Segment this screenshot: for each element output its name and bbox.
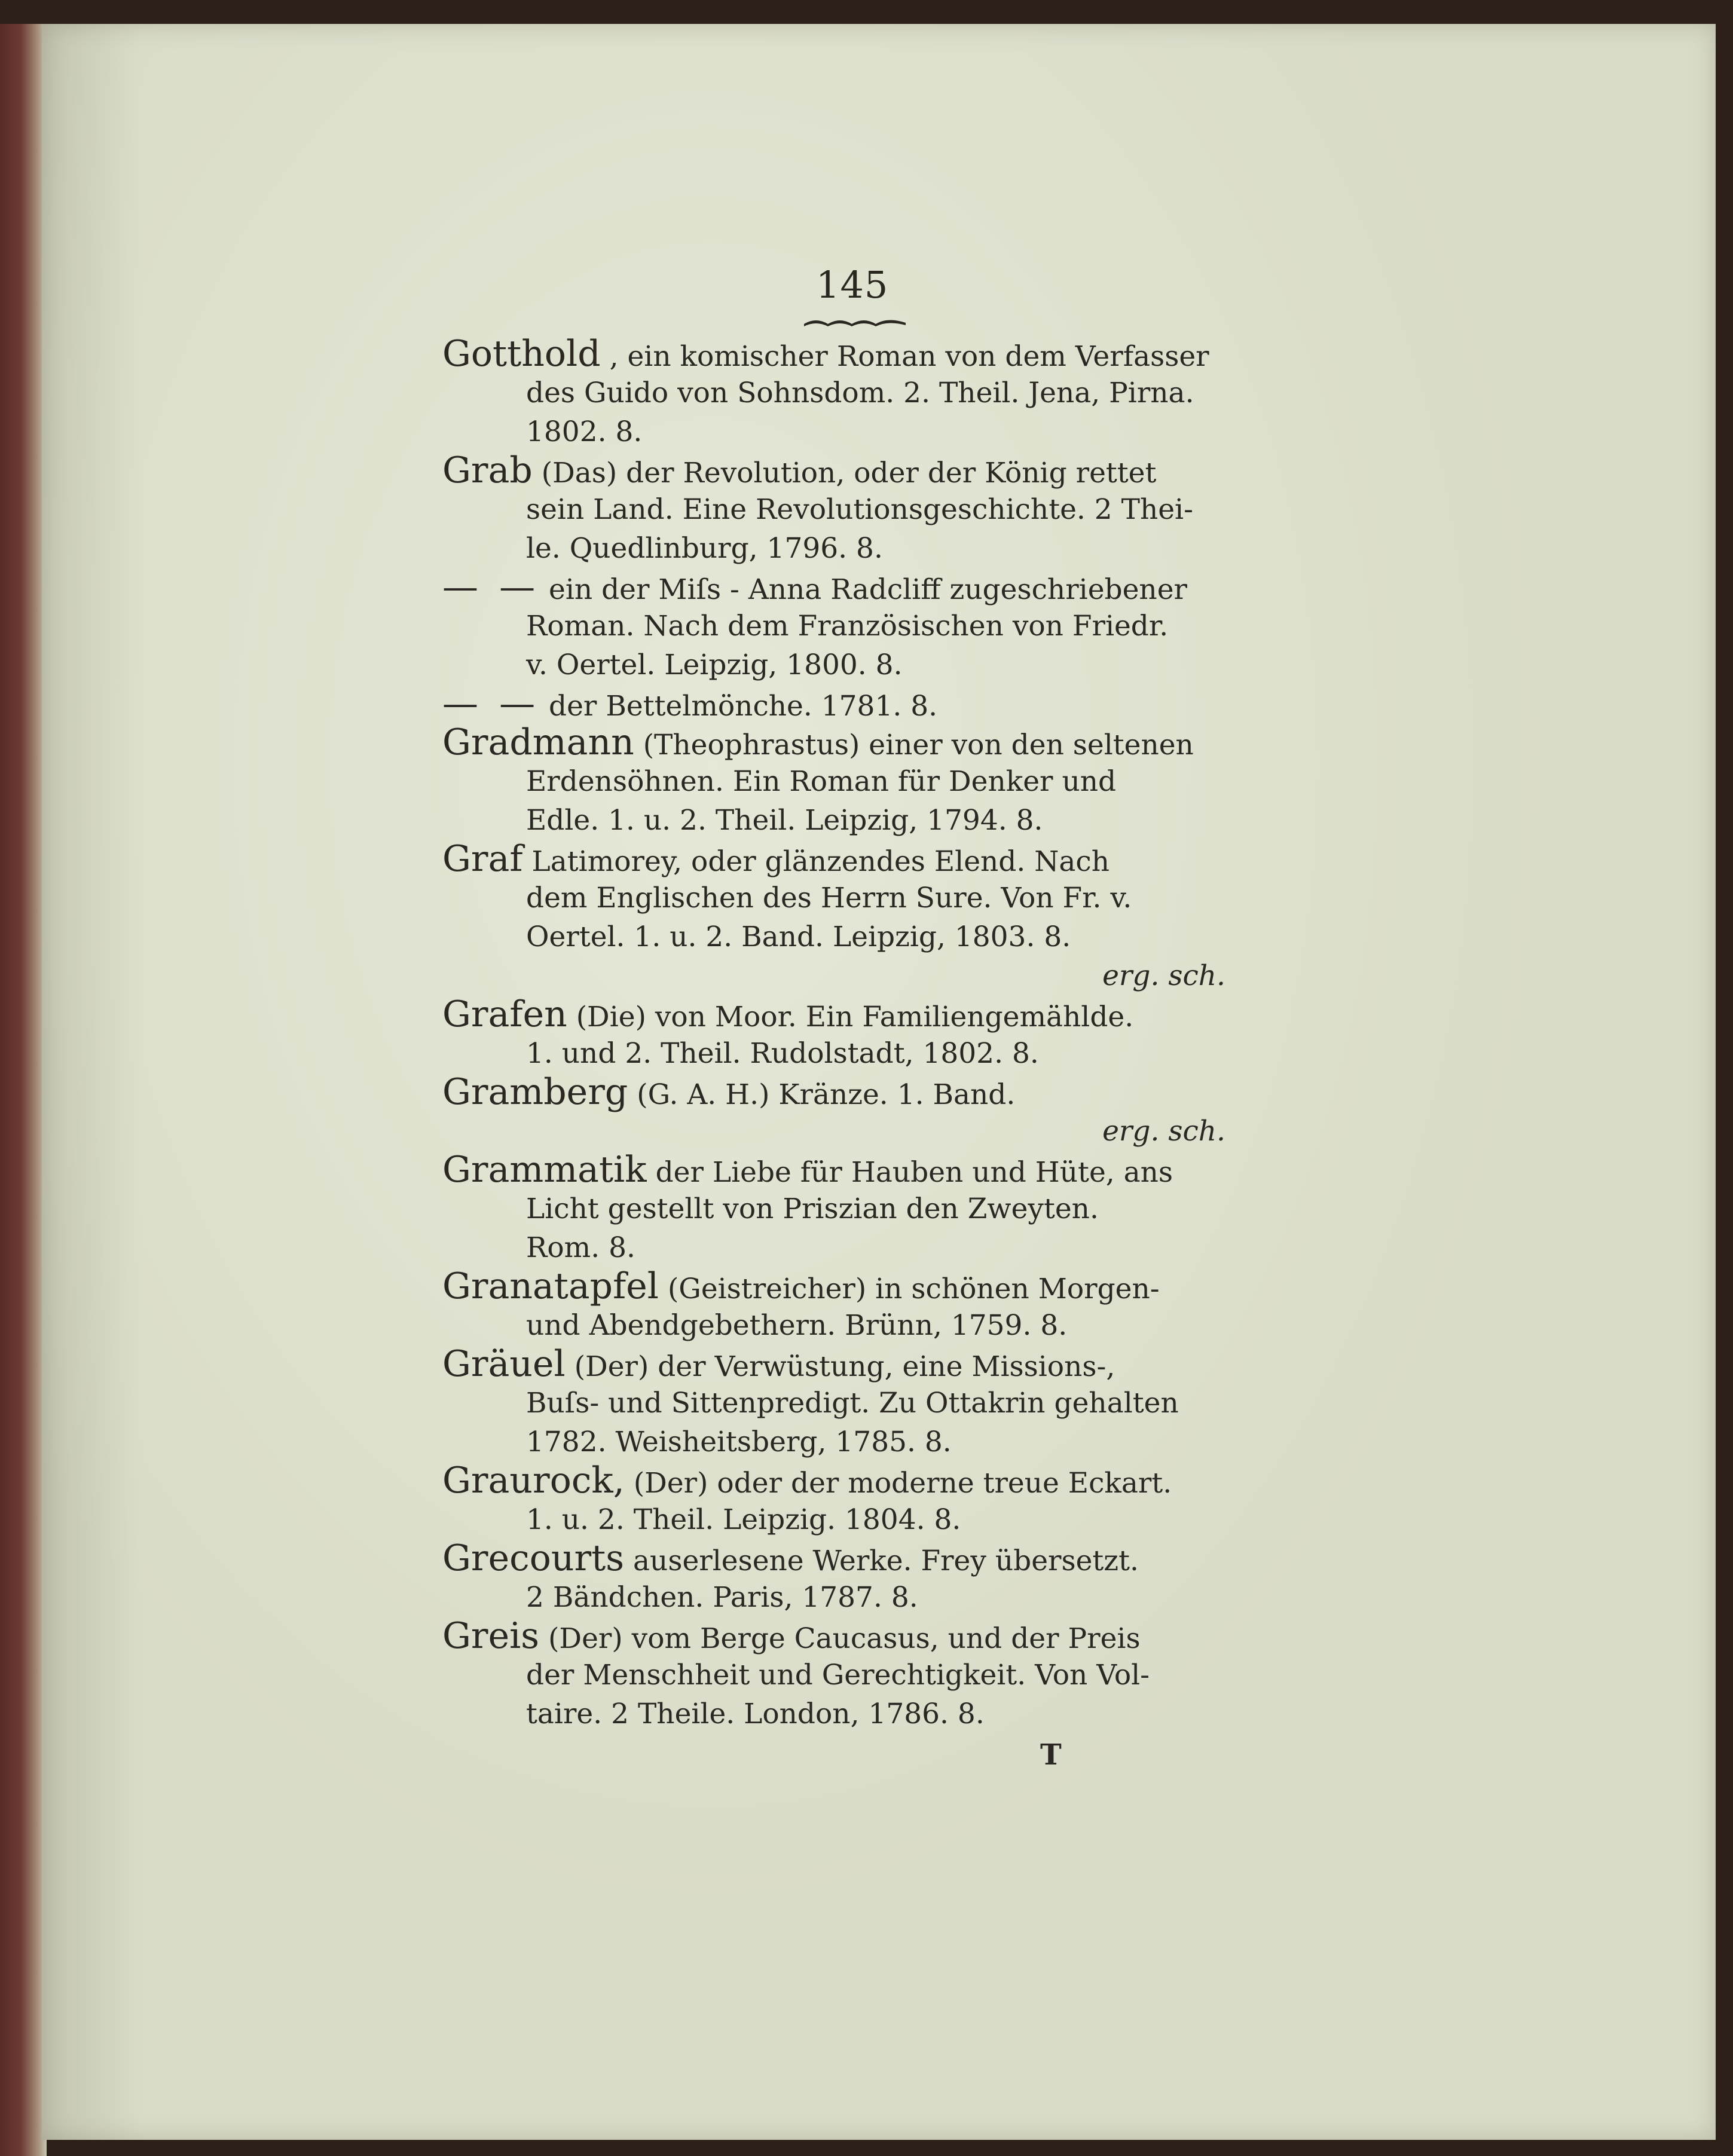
- entry-continuation-line: [442, 1034, 1231, 1073]
- catalog-entry: [442, 1267, 1231, 1345]
- entry-text: auserlesene Werke. Frey übersetzt.: [633, 1545, 1139, 1577]
- entry-first-line: [442, 1461, 1231, 1500]
- entry-text: Rom. 8.: [526, 1231, 635, 1264]
- entry-text: (Der) vom Berge Caucasus, und der Preis: [548, 1622, 1141, 1655]
- entry-text: des Guido von Sohnsdom. 2. Theil. Jena, Pirna.: [526, 377, 1194, 409]
- entry-text: taire. 2 Theile. London, 1786. 8.: [526, 1698, 985, 1730]
- entry-continuation-line: [442, 490, 1231, 529]
- entry-continuation-line: [442, 1656, 1231, 1695]
- catalog-entries: [442, 335, 1231, 1733]
- entry-continuation-line: [442, 879, 1231, 918]
- entry-text: der Menschheit und Gerechtigkeit. Von Vol-: [526, 1659, 1150, 1692]
- entry-continuation-line: [442, 1423, 1231, 1461]
- entry-headword: Gramberg: [442, 1071, 628, 1113]
- entry-text: sein Land. Eine Revolutionsgeschichte. 2 Thei-: [526, 493, 1193, 526]
- catalog-entry: [442, 1073, 1231, 1151]
- entry-text: (Der) oder der moderne treue Eckart.: [633, 1467, 1172, 1500]
- entry-first-line: [442, 1539, 1231, 1578]
- entry-note: erg. sch.: [1102, 959, 1225, 992]
- entry-continuation-line: [442, 1500, 1231, 1539]
- entry-continuation-line: [442, 412, 1231, 451]
- catalog-entry: [442, 723, 1231, 840]
- entry-first-line: [442, 995, 1231, 1034]
- entry-continuation-line: [442, 1695, 1231, 1733]
- entry-continuation-line: [442, 1578, 1231, 1617]
- entry-text: (Das) der Revolution, oder der König rettet: [541, 457, 1157, 490]
- catalog-entry: [442, 1345, 1231, 1461]
- entry-text: Erdensöhnen. Ein Roman für Denker und: [526, 765, 1117, 798]
- entry-text: (G. A. H.) Kränze. 1. Band.: [637, 1078, 1016, 1111]
- entry-text: (Die) von Moor. Ein Familiengemählde.: [576, 1001, 1134, 1033]
- entry-text: (Theophrastus) einer von den seltenen: [643, 729, 1194, 762]
- entry-continuation-line: [442, 374, 1231, 412]
- entry-first-line: [442, 723, 1231, 762]
- entry-continuation-line: [442, 1306, 1231, 1345]
- entry-text: Licht gestellt von Priszian den Zweyten.: [526, 1192, 1099, 1225]
- entry-continuation-line: [442, 1384, 1231, 1423]
- entry-text: Latimorey, oder glänzendes Elend. Nach: [531, 845, 1110, 878]
- entry-text: (Der) der Verwüstung, eine Missions-,: [574, 1350, 1115, 1383]
- entry-continuation-line: [442, 801, 1231, 840]
- entry-text: v. Oertel. Leipzig, 1800. 8.: [526, 649, 903, 681]
- entry-first-line: [442, 1267, 1231, 1306]
- entry-first-line: [442, 1073, 1231, 1112]
- entry-first-line: [442, 1617, 1231, 1656]
- entry-text: 1782. Weisheitsberg, 1785. 8.: [526, 1426, 952, 1458]
- entry-headword: Grab: [442, 449, 533, 491]
- catalog-entry: [442, 840, 1231, 995]
- entry-headword: Greis: [442, 1615, 540, 1657]
- entry-first-line: [442, 840, 1231, 879]
- entry-first-line: [442, 335, 1231, 374]
- entry-text: dem Englischen des Herrn Sure. Von Fr. v.: [526, 882, 1132, 915]
- entry-text: Buſs- und Sittenpredigt. Zu Ottakrin gehalten: [526, 1387, 1179, 1420]
- catalog-entry: [442, 451, 1231, 568]
- entry-headword: Gotthold: [442, 333, 601, 375]
- catalog-entry: [442, 1617, 1231, 1733]
- entry-first-line: [442, 451, 1231, 490]
- entry-continuation-line: [442, 1228, 1231, 1267]
- catalog-entry: [442, 995, 1231, 1073]
- entry-text: ein der Miſs - Anna Radcliff zugeschriebener: [549, 573, 1187, 606]
- entry-continuation-line: [442, 918, 1231, 956]
- entry-headword: Graurock,: [442, 1460, 625, 1501]
- entry-text: der Bettelmönche. 1781. 8.: [549, 690, 938, 723]
- entry-text: der Liebe für Hauben und Hüte, ans: [655, 1156, 1173, 1189]
- entry-text: 1. und 2. Theil. Rudolstadt, 1802. 8.: [526, 1037, 1039, 1070]
- entry-note: erg. sch.: [1102, 1115, 1225, 1148]
- book-binding: [0, 24, 47, 2156]
- entry-continuation-line: [442, 1189, 1231, 1228]
- entry-headword: — —: [442, 566, 540, 608]
- entry-text: und Abendgebethern. Brünn, 1759. 8.: [526, 1309, 1068, 1342]
- catalog-entry: [442, 568, 1231, 684]
- catalog-entry: [442, 1461, 1231, 1539]
- ornament-divider: [804, 316, 906, 329]
- page-number: 145: [816, 263, 889, 307]
- entry-continuation-line: [442, 762, 1231, 801]
- entry-first-line: [442, 684, 1231, 723]
- entry-first-line: [442, 568, 1231, 607]
- catalog-entry: [442, 684, 1231, 723]
- catalog-entry: [442, 335, 1231, 451]
- entry-headword: Graf: [442, 838, 523, 880]
- entry-text: le. Quedlinburg, 1796. 8.: [526, 532, 883, 565]
- entry-headword: — —: [442, 683, 540, 724]
- catalog-entry: [442, 1151, 1231, 1267]
- entry-first-line: [442, 1345, 1231, 1384]
- entry-text: 2 Bändchen. Paris, 1787. 8.: [526, 1581, 918, 1614]
- entry-text: Edle. 1. u. 2. Theil. Leipzig, 1794. 8.: [526, 804, 1043, 837]
- entry-first-line: [442, 1151, 1231, 1189]
- entry-headword: Gräuel: [442, 1343, 566, 1385]
- entry-text: 1. u. 2. Theil. Leipzig. 1804. 8.: [526, 1503, 961, 1536]
- entry-text: , ein komischer Roman von dem Verfasser: [609, 340, 1209, 373]
- entry-text: Roman. Nach dem Französischen von Friedr.: [526, 610, 1169, 643]
- entry-text: Oertel. 1. u. 2. Band. Leipzig, 1803. 8.: [526, 920, 1071, 953]
- entry-headword: Granatapfel: [442, 1265, 659, 1307]
- entry-continuation-line: [442, 529, 1231, 568]
- entry-headword: Grammatik: [442, 1149, 647, 1191]
- entry-text: (Geistreicher) in schönen Morgen-: [667, 1273, 1160, 1305]
- entry-continuation-line: [442, 646, 1231, 684]
- entry-headword: Grafen: [442, 993, 567, 1035]
- catalog-entry: [442, 1539, 1231, 1617]
- entry-continuation-line: [442, 607, 1231, 646]
- entry-text: 1802. 8.: [526, 415, 643, 448]
- signature-mark: T: [1040, 1738, 1062, 1772]
- entry-headword: Grecourts: [442, 1537, 625, 1579]
- entry-headword: Gradmann: [442, 721, 634, 763]
